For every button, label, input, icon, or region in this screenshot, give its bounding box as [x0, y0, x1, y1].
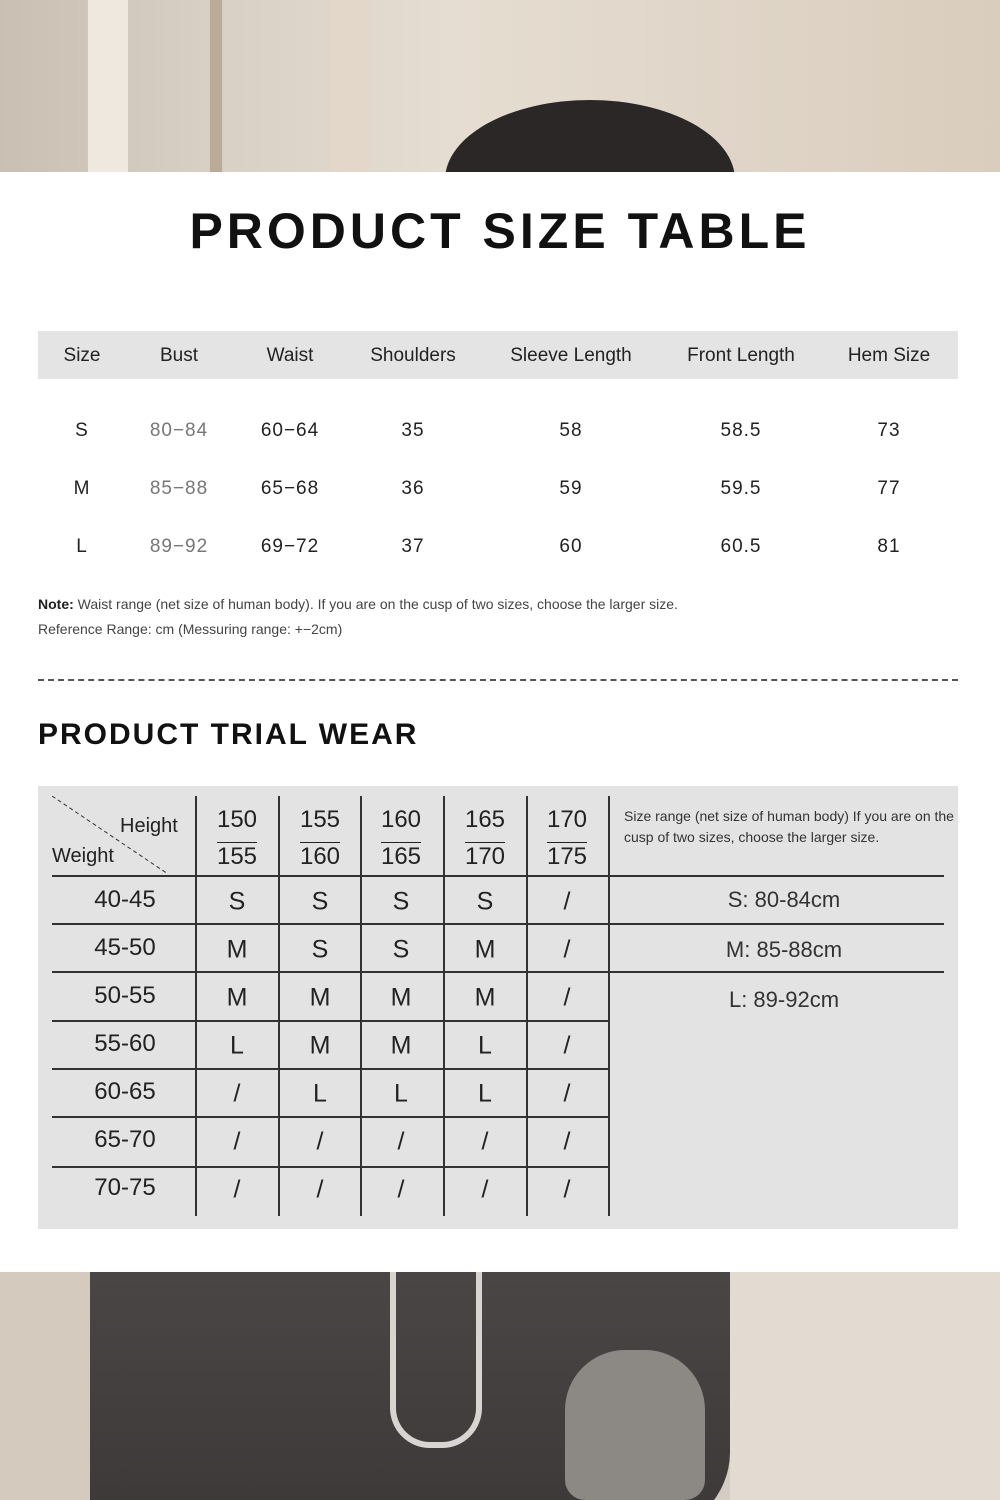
size-cell: / [481, 1175, 489, 1204]
header-waist: Waist [266, 345, 314, 366]
height-col-header [381, 801, 421, 875]
height-bottom: 175 [546, 843, 588, 870]
cell-bust: 80−84 [149, 420, 209, 441]
grid-line [443, 796, 445, 1216]
size-cell: S [311, 935, 329, 964]
header-front-length: Front Length [687, 345, 795, 366]
height-bottom: 155 [216, 843, 258, 870]
size-cell: S [392, 887, 410, 916]
background-photo-top [0, 0, 1000, 172]
cell-size: M [73, 478, 91, 499]
header-bust: Bust [159, 345, 199, 366]
height-top: 170 [546, 806, 588, 833]
background-photo-bottom [0, 1272, 1000, 1500]
size-cell: / [563, 1175, 571, 1204]
size-cell: M [226, 935, 248, 964]
cell-hem-size: 81 [877, 536, 901, 557]
wall-panel [730, 1272, 1000, 1500]
size-cell: M [474, 935, 496, 964]
size-cell: M [309, 1031, 331, 1060]
size-cell: L [478, 1079, 492, 1108]
note-text: Waist range (net size of human body). If you are on the cusp of two sizes, choose the larger size. [73, 596, 678, 612]
size-range-m: M: 85-88cm [725, 937, 843, 962]
size-cell: / [563, 887, 571, 916]
size-cell: / [233, 1175, 241, 1204]
window-frame [210, 0, 222, 172]
height-bottom: 165 [380, 843, 422, 870]
size-cell: / [233, 1127, 241, 1156]
cell-sleeve-length: 58 [559, 420, 583, 441]
size-cell: S [476, 887, 494, 916]
size-cell: L [478, 1031, 492, 1060]
grid-line [608, 796, 610, 1216]
size-cell: / [397, 1127, 405, 1156]
cell-shoulders: 37 [401, 536, 425, 557]
trial-wear-table [38, 786, 958, 1229]
size-cell: S [311, 887, 329, 916]
size-cell: / [316, 1175, 324, 1204]
weight-label: 45-50 [94, 934, 156, 961]
height-bottom: 160 [299, 843, 341, 870]
header-shoulders: Shoulders [370, 345, 456, 366]
size-cell: / [481, 1127, 489, 1156]
cell-hem-size: 73 [877, 420, 901, 441]
grid-line [52, 971, 944, 973]
divider [38, 679, 958, 681]
weight-label: 70-75 [94, 1174, 156, 1201]
grid-line [52, 1116, 609, 1118]
size-cell: M [474, 983, 496, 1012]
size-cell: / [563, 983, 571, 1012]
size-cell: / [316, 1127, 324, 1156]
height-col-header [465, 801, 505, 875]
size-cell: L [230, 1031, 244, 1060]
model-hair [445, 100, 735, 172]
grid-line [52, 923, 944, 925]
cell-waist: 60−64 [260, 420, 320, 441]
page-title: PRODUCT SIZE TABLE [189, 203, 811, 259]
height-col-header [217, 801, 257, 875]
grid-line [52, 1166, 609, 1168]
size-table-header [38, 331, 958, 379]
height-top: 155 [299, 806, 341, 833]
grid-line [52, 1068, 609, 1070]
size-cell: S [392, 935, 410, 964]
size-range-note: Size range (net size of human body) If you are on the cusp of two sizes, choose the larger size. [624, 808, 954, 845]
size-chart-panel [0, 172, 1000, 1272]
size-cell: / [397, 1175, 405, 1204]
grid-line [52, 1020, 609, 1022]
corner-weight-label: Weight [52, 845, 114, 867]
cell-shoulders: 36 [401, 478, 425, 499]
section-title: PRODUCT TRIAL WEAR [38, 718, 419, 751]
size-cell: M [390, 1031, 412, 1060]
cell-waist: 65−68 [260, 478, 320, 499]
header-size: Size [63, 345, 101, 366]
height-col-header [547, 801, 587, 875]
cell-size: S [75, 420, 89, 441]
grid-line [278, 796, 280, 1216]
bag-strap [390, 1272, 482, 1448]
size-cell: / [233, 1079, 241, 1108]
size-cell: / [563, 1079, 571, 1108]
header-hem-size: Hem Size [847, 345, 931, 366]
grid-line [526, 796, 528, 1216]
reference-range: Reference Range: cm (Messuring range: +−2cm) [38, 621, 343, 637]
cell-size: L [76, 536, 88, 557]
cell-hem-size: 77 [877, 478, 901, 499]
size-cell: M [226, 983, 248, 1012]
size-cell: M [309, 983, 331, 1012]
cell-front-length: 58.5 [720, 420, 762, 441]
weight-label: 55-60 [94, 1030, 156, 1057]
grid-line [360, 796, 362, 1216]
corner-height-label: Height [120, 815, 178, 837]
size-cell: / [563, 1127, 571, 1156]
height-top: 150 [216, 806, 258, 833]
height-bottom: 170 [464, 843, 506, 870]
height-col-header [300, 801, 340, 875]
size-cell: L [394, 1079, 408, 1108]
weight-label: 40-45 [94, 886, 156, 913]
cell-shoulders: 35 [401, 420, 425, 441]
cell-sleeve-length: 59 [559, 478, 583, 499]
cell-bust: 89−92 [149, 536, 209, 557]
window-frame [88, 0, 128, 172]
height-top: 165 [464, 806, 506, 833]
weight-label: 50-55 [94, 982, 156, 1009]
cell-front-length: 59.5 [720, 478, 762, 499]
note-label: Note: [38, 596, 74, 612]
size-cell: / [563, 935, 571, 964]
header-sleeve-length: Sleeve Length [510, 345, 632, 366]
weight-label: 65-70 [94, 1126, 156, 1153]
grid-line [52, 875, 944, 877]
cell-waist: 69−72 [260, 536, 320, 557]
size-cell: L [313, 1079, 327, 1108]
handbag [565, 1350, 705, 1500]
cell-front-length: 60.5 [720, 536, 762, 557]
size-cell: / [563, 1031, 571, 1060]
window-frame [330, 0, 370, 172]
size-cell: S [228, 887, 246, 916]
grid-line [195, 796, 197, 1216]
size-note [38, 596, 678, 612]
size-range-s: S: 80-84cm [727, 887, 841, 912]
weight-label: 60-65 [94, 1078, 156, 1105]
cell-sleeve-length: 60 [559, 536, 583, 557]
size-cell: M [390, 983, 412, 1012]
wall-panel [0, 1272, 90, 1500]
height-top: 160 [380, 806, 422, 833]
cell-bust: 85−88 [149, 478, 209, 499]
size-range-l: L: 89-92cm [728, 987, 840, 1012]
